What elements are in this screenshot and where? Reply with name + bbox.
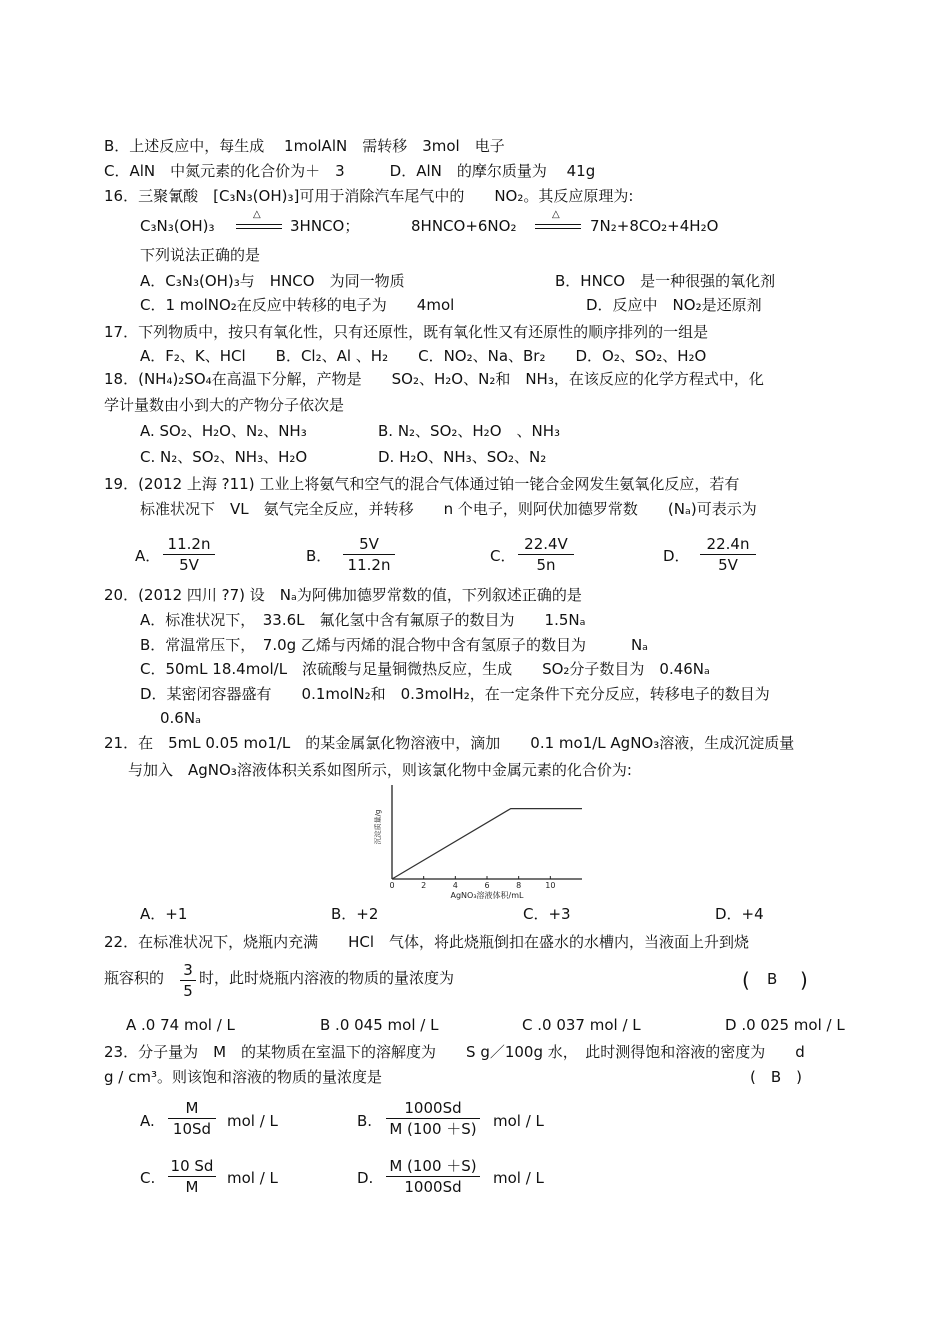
- x-tick-label: 4: [452, 881, 458, 890]
- fraction-numerator: 22.4V: [518, 534, 574, 555]
- q16-option-c: C．1 molNO₂在反应中转移的电子为 4mol: [140, 296, 455, 314]
- q22-option-b: B .0 045 mol / L: [320, 1016, 439, 1034]
- q21-option-a: A．+1: [140, 905, 188, 923]
- q22-fraction: [180, 960, 196, 1001]
- q23-option-a-unit: mol / L: [227, 1112, 278, 1130]
- q20-stem: 20．(2012 四川 ?7) 设 Nₐ为阿佛加德罗常数的值，下列叙述正确的是: [104, 586, 582, 604]
- q20-option-d: D．某密闭容器盛有 0.1molN₂和 0.3molH₂，在一定条件下充分反应，转移电子的数目为: [140, 685, 770, 703]
- q17-stem: 17．下列物质中，按只有氧化性，只有还原性，既有氧化性又有还原性的顺序排列的一组是: [104, 323, 709, 341]
- q22-option-d: D .0 025 mol / L: [725, 1016, 845, 1034]
- precipitate-chart: [364, 777, 594, 902]
- q22-stem: 22．在标准状况下，烧瓶内充满 HCl 气体，将此烧瓶倒扣在盛水的水槽内，当液面上升到烧: [104, 933, 750, 951]
- heat-triangle-icon: △: [253, 209, 261, 220]
- q18-option-c: C. N₂、SO₂、NH₃、H₂O: [140, 448, 308, 466]
- q16-option-d: D．反应中 NO₂是还原剂: [586, 296, 762, 314]
- q21-stem: 21．在 5mL 0.05 mo1/L 的某金属氯化物溶液中，滴加 0.1 mo1/L AgNO₃溶液，生成沉淀质量: [104, 734, 795, 752]
- q22-option-a: A .0 74 mol / L: [126, 1016, 235, 1034]
- x-tick-label: 0: [389, 881, 395, 890]
- q19-option-c-label: C．: [490, 547, 516, 565]
- x-tick-label: 2: [421, 881, 427, 890]
- q16-eq2-right: 7N₂+8CO₂+4H₂O: [590, 217, 719, 235]
- y-axis-label: 沉淀质量/g: [374, 809, 382, 845]
- q23-stem-2: g / cm³。则该饱和溶液的物质的量浓度是: [104, 1068, 382, 1086]
- q19-option-a-fraction: [163, 534, 215, 575]
- q15-option-cd: C．AlN 中氮元素的化合价为＋ 3 D．AlN 的摩尔质量为 41g: [104, 162, 596, 180]
- q16-option-a: A．C₃N₃(OH)₃与 HNCO 为同一物质: [140, 272, 405, 290]
- q19-option-c-fraction: [518, 534, 574, 575]
- series-line: [392, 809, 582, 879]
- q20-option-c: C．50mL 18.4mol/L 浓硫酸与足量铜微热反应，生成 SO₂分子数目为 0.46Nₐ: [140, 660, 710, 678]
- q23-option-c-label: C.: [140, 1169, 156, 1187]
- fraction-numerator: 5V: [343, 534, 395, 555]
- heat-triangle-icon: △: [552, 209, 560, 220]
- q19-option-d-fraction: [700, 534, 756, 575]
- q23-option-b-label: B.: [357, 1112, 373, 1130]
- q20-option-a: A．标准状况下， 33.6L 氟化氢中含有氟原子的数目为 1.5Nₐ: [140, 611, 586, 629]
- q23-option-b-fraction: [386, 1098, 480, 1139]
- fraction-numerator: M: [168, 1098, 216, 1119]
- q16-eq2-left: 8HNCO+6NO₂: [411, 217, 517, 235]
- q21-option-b: B．+2: [331, 905, 379, 923]
- q23-option-d-unit: mol / L: [493, 1169, 544, 1187]
- fraction-numerator: 3: [180, 960, 196, 981]
- q23-answer: ( B ): [750, 1068, 802, 1086]
- fraction-numerator: M (100 ＋S): [386, 1156, 480, 1177]
- q22-stem-2-pre: 瓶容积的: [104, 969, 165, 987]
- q18-stem-2: 学计量数由小到大的产物分子依次是: [104, 396, 345, 414]
- q23-option-d-fraction: [386, 1156, 480, 1197]
- x-tick-label: 10: [545, 881, 556, 890]
- q20-option-b: B．常温常压下， 7.0g 乙烯与丙烯的混合物中含有氢原子的数目为 Nₐ: [140, 636, 649, 654]
- q16-ask: 下列说法正确的是: [140, 246, 261, 264]
- q19-option-b-fraction: [343, 534, 395, 575]
- q16-eq1-left: C₃N₃(OH)₃: [140, 217, 215, 235]
- fraction-denominator: 1000Sd: [404, 1178, 462, 1196]
- q22-stem-2-post: 时，此时烧瓶内溶液的物质的量浓度为: [199, 969, 455, 987]
- q19-stem: 19．(2012 上海 ?11) 工业上将氨气和空气的混合气体通过铂一铑合金网发生氨氧化反应，若有: [104, 475, 740, 493]
- x-tick-label: 8: [516, 881, 522, 890]
- q19-option-b-label: B．: [306, 547, 332, 565]
- q21-stem-2: 与加入 AgNO₃溶液体积关系如图所示，则该氯化物中金属元素的化合价为:: [128, 761, 632, 779]
- q21-option-d: D．+4: [715, 905, 764, 923]
- heat-arrow-1: [236, 209, 282, 233]
- q16-stem: 16．三聚氰酸 [C₃N₃(OH)₃]可用于消除汽车尾气中的 NO₂。其反应原理为:: [104, 187, 634, 205]
- fraction-denominator: 5V: [179, 556, 199, 574]
- q17-options: A．F₂、K、HCl B．Cl₂、Al 、H₂ C．NO₂、Na、Br₂ D．O₂、SO₂、H₂O: [140, 347, 707, 365]
- fraction-numerator: 11.2n: [163, 534, 215, 555]
- fraction-numerator: 1000Sd: [386, 1098, 480, 1119]
- q19-option-a-label: A．: [135, 547, 161, 565]
- q23-option-b-unit: mol / L: [493, 1112, 544, 1130]
- q23-option-c-fraction: [168, 1156, 216, 1197]
- fraction-numerator: 22.4n: [700, 534, 756, 555]
- q20-option-d-cont: 0.6Nₐ: [160, 709, 201, 727]
- q19-stem-2: 标准状况下 VL 氨气完全反应，并转移 n 个电子，则阿伏加德罗常数 (Nₐ)可表示为: [140, 500, 757, 518]
- q16-option-b: B．HNCO 是一种很强的氧化剂: [555, 272, 776, 290]
- heat-arrow-2: [535, 209, 581, 233]
- q23-option-a-fraction: [168, 1098, 216, 1139]
- q16-eq1-right: 3HNCO；: [290, 217, 360, 235]
- q23-stem: 23．分子量为 M 的某物质在室温下的溶解度为 S g／100g 水， 此时测得饱和溶液的密度为 d: [104, 1043, 805, 1061]
- q23-option-c-unit: mol / L: [227, 1169, 278, 1187]
- q15-option-b: B．上述反应中，每生成 1molAlN 需转移 3mol 电子: [104, 137, 505, 155]
- q22-answer-paren-right: ): [800, 968, 808, 992]
- fraction-denominator: 5V: [718, 556, 738, 574]
- fraction-denominator: 10Sd: [172, 1120, 212, 1138]
- q19-option-d-label: D．: [663, 547, 690, 565]
- q23-option-a-label: A.: [140, 1112, 155, 1130]
- q18-option-b: B. N₂、SO₂、H₂O 、NH₃: [378, 422, 561, 440]
- x-tick-label: 6: [484, 881, 490, 890]
- q21-option-c: C．+3: [523, 905, 571, 923]
- fraction-denominator: M: [185, 1178, 199, 1196]
- fraction-denominator: 11.2n: [347, 556, 391, 574]
- q22-answer: B: [767, 970, 778, 988]
- q23-option-d-label: D.: [357, 1169, 374, 1187]
- fraction-denominator: 5: [183, 982, 193, 1000]
- q22-option-c: C .0 037 mol / L: [522, 1016, 641, 1034]
- q18-stem: 18．(NH₄)₂SO₄在高温下分解，产物是 SO₂、H₂O、N₂和 NH₃，在该反应的化学方程式中，化: [104, 370, 764, 388]
- fraction-numerator: 10 Sd: [168, 1156, 216, 1177]
- fraction-denominator: M (100 ＋S): [389, 1120, 477, 1138]
- x-axis-label: AgNO₃溶液体积/mL: [450, 891, 524, 900]
- q22-answer-paren-left: (: [742, 968, 750, 992]
- fraction-denominator: 5n: [536, 556, 556, 574]
- q18-option-a: A. SO₂、H₂O、N₂、NH₃: [140, 422, 307, 440]
- q18-option-d: D. H₂O、NH₃、SO₂、N₂: [378, 448, 547, 466]
